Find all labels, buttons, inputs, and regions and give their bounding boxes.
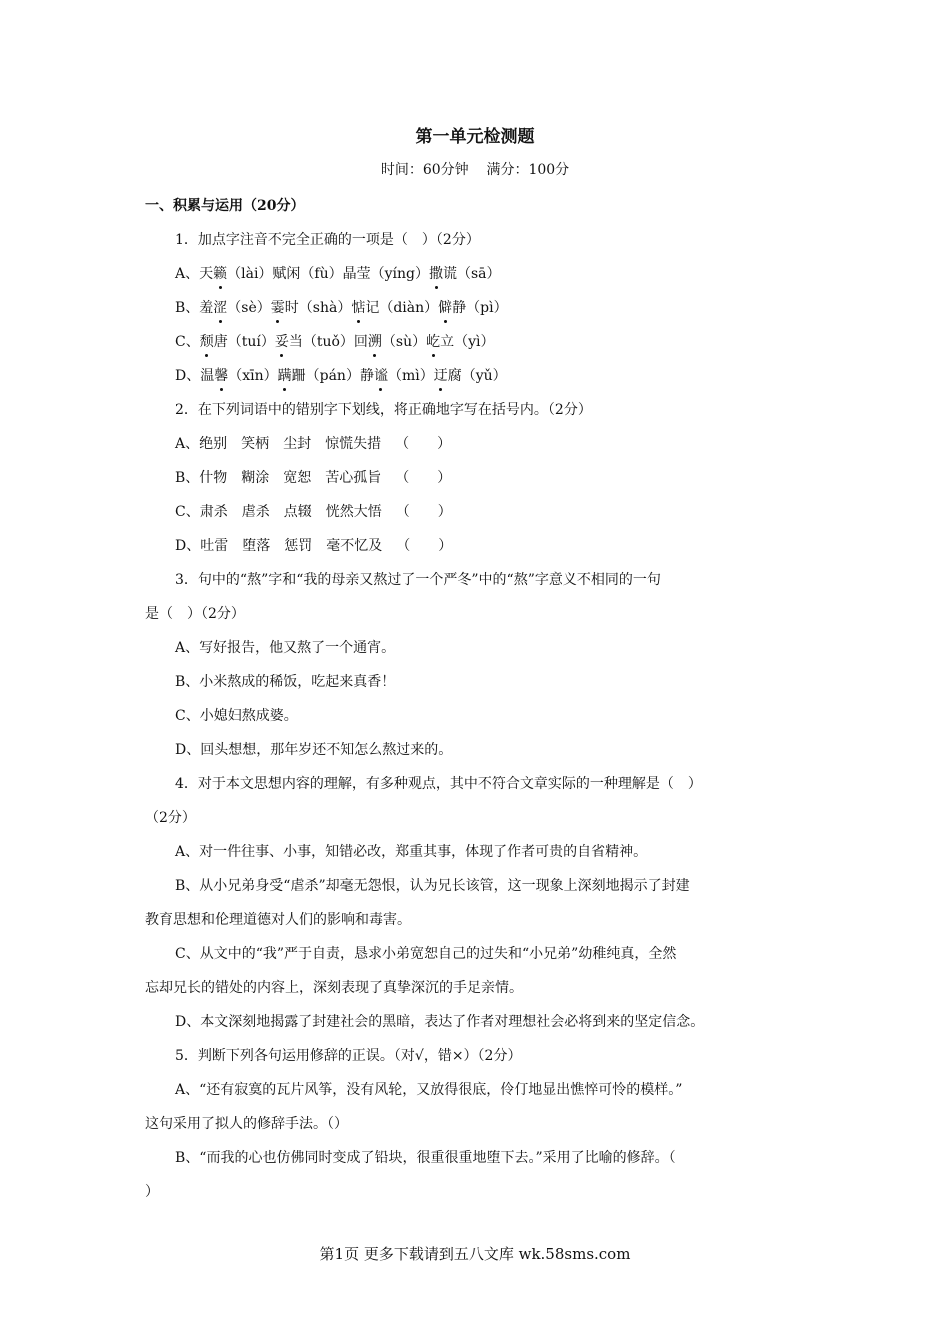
q2-option-b: B、什物 糊涂 宽恕 苦心孤旨 （ ） <box>175 470 452 486</box>
dotted-char: 馨 <box>214 364 228 388</box>
q3-option-d: D、回头想想，那年岁还不知怎么熬过来的。 <box>175 742 453 758</box>
q1-option-c: C、颓唐（tuí）妥当（tuǒ）回溯（sù）屹立（yì） <box>145 330 810 354</box>
q2-stem: 2．在下列词语中的错别字下划线，将正确地字写在括号内。（2分） <box>175 402 592 418</box>
q4-option-b-cont: 教育思想和伦理道德对人们的影响和毒害。 <box>145 912 411 928</box>
q1-option-d: D、温馨（xīn）蹒跚（pán）静谧（mì）迂腐（yǔ） <box>145 364 810 388</box>
q2-option-c: C、肃杀 虐杀 点辍 恍然大悟 （ ） <box>175 504 452 520</box>
dotted-char: 撒 <box>429 262 443 286</box>
dotted-char: 溯 <box>368 330 382 354</box>
q1-stem: 1．加点字注音不完全正确的一项是（ ）（2分） <box>175 232 480 248</box>
section-heading: 一、积累与运用（20分） <box>145 198 305 214</box>
dotted-char: 惦 <box>351 296 365 320</box>
q3-option-c: C、小媳妇熬成婆。 <box>175 708 298 724</box>
q5-option-a: A、“还有寂寞的瓦片风筝，没有风轮，又放得很底，伶仃地显出憔悴可怜的模样。” <box>175 1082 683 1098</box>
q3-stem-cont: 是（ ）（2分） <box>145 606 245 622</box>
dotted-char: 僻 <box>438 296 452 320</box>
q3-option-a: A、写好报告，他又熬了一个通宵。 <box>175 640 396 656</box>
dotted-char: 籁 <box>213 262 227 286</box>
dotted-char: 妥 <box>275 330 289 354</box>
document-body <box>145 194 810 1214</box>
q3-stem: 3．句中的“熬”字和“我的母亲又熬过了一个严冬”中的“熬”字意义不相同的一句 <box>175 572 661 588</box>
q4-stem: 4．对于本文思想内容的理解，有多种观点，其中不符合文章实际的一种理解是（ ） <box>175 776 702 792</box>
q2-option-d: D、吐雷 堕落 惩罚 毫不忆及 （ ） <box>175 538 453 554</box>
q1-option-b: B、羞涩（sè）霎时（shà）惦记（diàn）僻静（pì） <box>145 296 810 320</box>
q1-option-a: A、天籁（lài）赋闲（fù）晶莹（yíng）撒谎（sā） <box>145 262 810 286</box>
q5-option-b-cont: ） <box>145 1184 159 1200</box>
q5-option-a-cont: 这句采用了拟人的修辞手法。（） <box>145 1116 348 1132</box>
q2-option-a: A、绝别 笑柄 尘封 惊慌失措 （ ） <box>175 436 452 452</box>
page-title: 第一单元检测题 <box>415 127 535 147</box>
q5-stem: 5．判断下列各句运用修辞的正误。（对√，错×）（2分） <box>175 1048 522 1064</box>
dotted-char: 谧 <box>374 364 388 388</box>
q4-option-d: D、本文深刻地揭露了封建社会的黑暗，表达了作者对理想社会必将到来的坚定信念。 <box>175 1014 705 1030</box>
page-footer: 第1页 更多下载请到五八文库 wk.58sms.com <box>319 1245 631 1263</box>
exam-info: 时间：60分钟 满分：100分 <box>380 162 570 178</box>
q4-option-b: B、从小兄弟身受“虐杀”却毫无怨恨，认为兄长该管，这一现象上深刻地揭示了封建 <box>175 878 690 894</box>
q4-stem-cont: （2分） <box>145 810 196 826</box>
q4-option-c: C、从文中的“我”严于自责，恳求小弟宽恕自己的过失和“小兄弟”幼稚纯真，全然 <box>175 946 677 962</box>
q4-option-c-cont: 忘却兄长的错处的内容上，深刻表现了真挚深沉的手足亲情。 <box>145 980 523 996</box>
q5-option-b: B、“而我的心也仿佛同时变成了铅块，很重很重地堕下去。”采用了比喻的修辞。（ <box>175 1150 676 1166</box>
dotted-char: 霎 <box>271 296 285 320</box>
q3-option-b: B、小米熬成的稀饭，吃起来真香！ <box>175 674 396 690</box>
dotted-char: 颓 <box>200 330 214 354</box>
dotted-char: 屹 <box>426 330 440 354</box>
dotted-char: 涩 <box>213 296 227 320</box>
q4-option-a: A、对一件往事、小事，知错必改，郑重其事，体现了作者可贵的自省精神。 <box>175 844 648 860</box>
dotted-char: 迂 <box>434 364 448 388</box>
dotted-char: 蹒 <box>278 364 292 388</box>
